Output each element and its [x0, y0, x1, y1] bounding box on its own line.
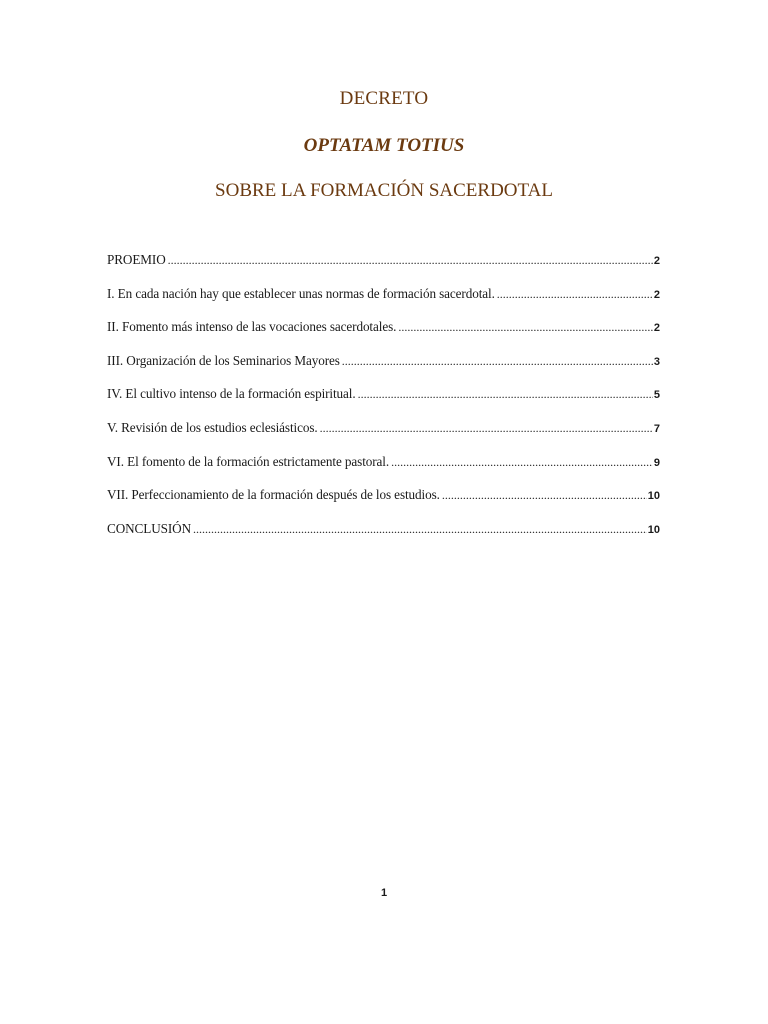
toc-entry-page: 3: [653, 355, 660, 368]
toc-entry-label: PROEMIO: [107, 252, 166, 267]
toc-entry-label: V. Revisión de los estudios eclesiásticos.: [107, 419, 318, 435]
document-name: OPTATAM TOTIUS: [303, 135, 465, 156]
toc-entry-proemio[interactable]: [107, 252, 660, 286]
toc-entry-label: III. Organización de los Seminarios Mayores: [107, 352, 340, 368]
toc-dot-leader: [358, 387, 653, 402]
toc-entry-conclusion[interactable]: [107, 521, 660, 555]
toc-dot-leader: [342, 354, 653, 369]
toc-entry-page: 2: [653, 322, 660, 335]
toc-entry-chapter-4[interactable]: [107, 386, 660, 420]
toc-entry-chapter-5[interactable]: [107, 420, 660, 454]
toc-dot-leader: [320, 421, 653, 436]
toc-entry-label: CONCLUSIÓN: [107, 520, 191, 536]
toc-dot-leader: [497, 287, 653, 302]
toc-dot-leader: [391, 455, 653, 470]
toc-entry-page: 9: [653, 456, 660, 469]
page-number: 1: [380, 887, 388, 899]
toc-entry-page: 5: [653, 389, 660, 402]
toc-entry-label: VII. Perfeccionamiento de la formación después de los estudios.: [107, 487, 440, 503]
document-title: DECRETO: [339, 88, 429, 109]
toc-entry-page: 2: [653, 288, 660, 301]
toc-dot-leader: [193, 522, 647, 537]
toc-entry-label: IV. El cultivo intenso de la formación espiritual.: [107, 386, 356, 402]
toc-dot-leader: [442, 488, 647, 503]
toc-entry-page: 10: [647, 490, 660, 503]
toc-entry-label: II. Fomento más intenso de las vocaciones sacerdotales.: [107, 319, 397, 335]
toc-dot-leader: [168, 253, 653, 268]
toc-entry-chapter-6[interactable]: [107, 454, 660, 488]
toc-entry-chapter-7[interactable]: [107, 487, 660, 521]
toc-entry-label: I. En cada nación hay que establecer unas normas de formación sacerdotal.: [107, 285, 495, 301]
toc-entry-chapter-3[interactable]: [107, 353, 660, 387]
toc-dot-leader: [398, 320, 653, 335]
table-of-contents: [107, 252, 660, 554]
document-subtitle: SOBRE LA FORMACIÓN SACERDOTAL: [215, 180, 553, 201]
toc-entry-page: 2: [653, 255, 660, 267]
toc-entry-page: 7: [653, 422, 660, 435]
toc-entry-label: VI. El fomento de la formación estrictamente pastoral.: [107, 453, 390, 469]
toc-entry-page: 10: [647, 523, 660, 536]
toc-entry-chapter-2[interactable]: [107, 319, 660, 353]
toc-entry-chapter-1[interactable]: [107, 286, 660, 320]
